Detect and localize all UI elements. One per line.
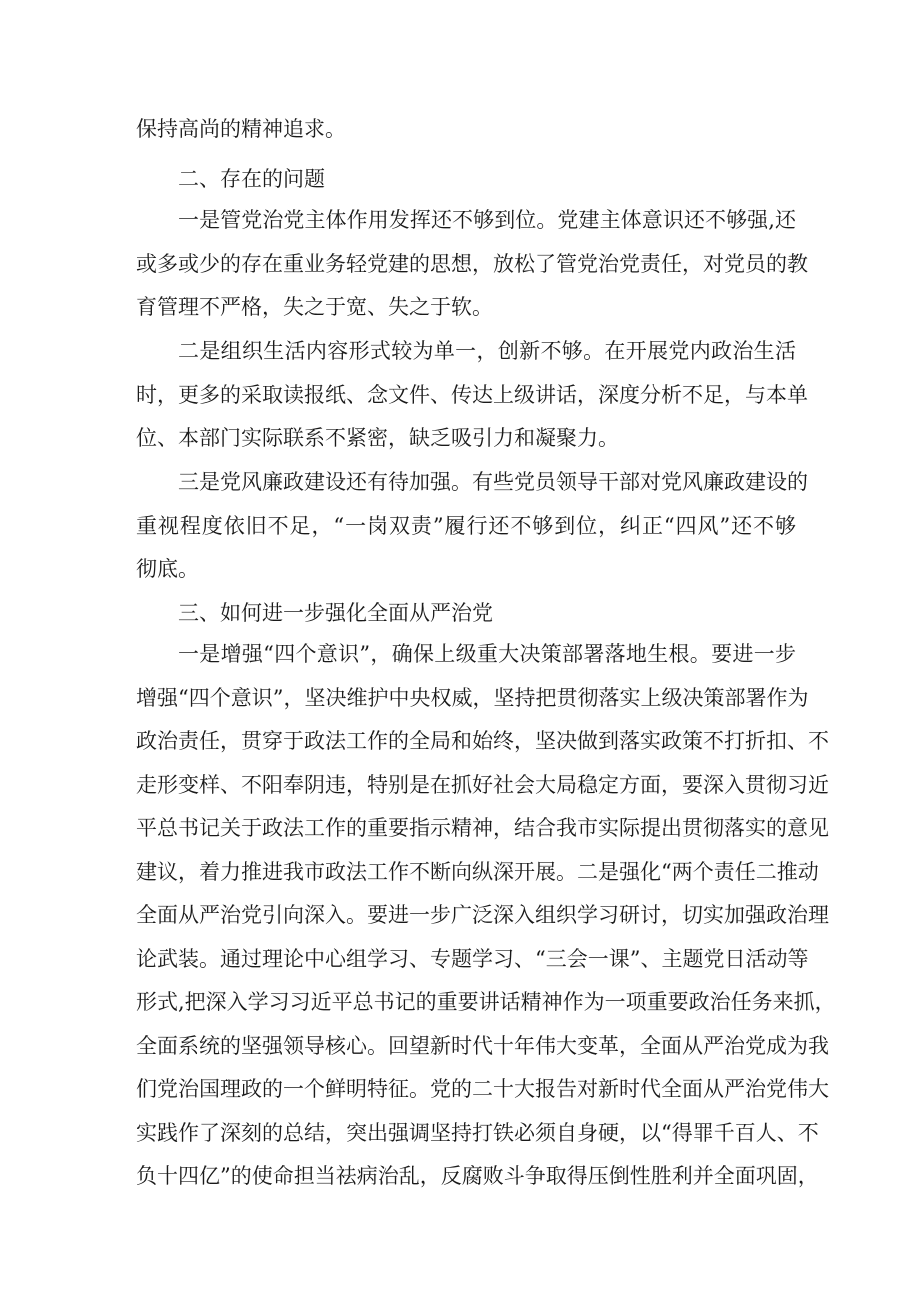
text-line: 重视程度依旧不足，“一岗双责”履行还不够到位，纠正“四风”还不够 (136, 513, 796, 538)
text-line: 三是党风廉政建设还有待加强。有些党员领导干部对党风廉政建设的 (178, 470, 808, 494)
text-line: 们党治国理政的一个鲜明特征。党的二十大报告对新时代全面从严治党伟大 (136, 1077, 829, 1101)
text-line: 育管理不严格，失之于宽、失之于软。 (136, 295, 493, 319)
text-line: 建议，着力推进我市政法工作不断向纵深开展。二是强化“两个责任二推动 (136, 859, 819, 884)
text-line: 彻底。 (136, 557, 199, 581)
text-line: 论武装。通过理论中心组学习、专题学习、“三会一课”、主题党日活动等 (136, 946, 809, 971)
text-line: 位、本部门实际联系不紧密，缺乏吸引力和凝聚力。 (136, 426, 619, 450)
text-line: 形式,把深入学习习近平总书记的重要讲话精神作为一项重要政治任务来抓， (136, 990, 836, 1014)
text-line: 增强“四个意识”，坚决维护中央权威，坚持把贯彻落实上级决策部署作为 (136, 685, 809, 710)
section-heading-problems: 二、存在的问题 (178, 167, 325, 191)
text-line: 一是管党治党主体作用发挥还不够到位。党建主体意识还不够强,还 (178, 208, 796, 232)
section-heading-strengthen: 三、如何进一步强化全面从严治党 (178, 601, 493, 625)
text-line: 平总书记关于政法工作的重要指示精神，结合我市实际提出贯彻落实的意见 (136, 816, 829, 840)
text-line: 保持高尚的精神追求。 (136, 117, 346, 141)
text-line: 实践作了深刻的总结，突出强调坚持打铁必须自身硬，以“得罪千百人、不 (136, 1120, 819, 1145)
intro-paragraph (136, 108, 796, 152)
text-line: 全面从严治党引向深入。要进一步广泛深入组织学习研讨，切实加强政治理 (136, 903, 829, 927)
paragraph-strengthen-1 (136, 633, 836, 1199)
text-line: 全面系统的坚强领导核心。回望新时代十年伟大变革，全面从严治党成为我 (136, 1033, 829, 1058)
text-line: 负十四亿”的使命担当祛病治乱，反腐败斗争取得压倒性胜利并全面巩固， (136, 1164, 819, 1188)
text-line: 一是增强“四个意识”，确保上级重大决策部署落地生根。要进一步 (178, 642, 796, 666)
paragraph-problem-1 (136, 199, 808, 330)
text-line: 时，更多的采取读报纸、念文件、传达上级讲话，深度分析不足，与本单 (136, 382, 808, 407)
text-line: 政治责任，贯穿于政法工作的全局和始终，坚决做到落实政策不打折扣、不 (136, 729, 829, 753)
paragraph-problem-3 (136, 461, 808, 592)
text-line: 走形变样、不阳奉阴违，特别是在抓好社会大局稳定方面，要深入贯彻习近 (136, 772, 829, 797)
paragraph-problem-2 (136, 330, 808, 461)
text-line: 或多或少的存在重业务轻党建的思想，放松了管党治党责任，对党员的教 (136, 251, 808, 276)
text-line: 二是组织生活内容形式较为单一，创新不够。在开展党内政治生活 (178, 339, 796, 363)
